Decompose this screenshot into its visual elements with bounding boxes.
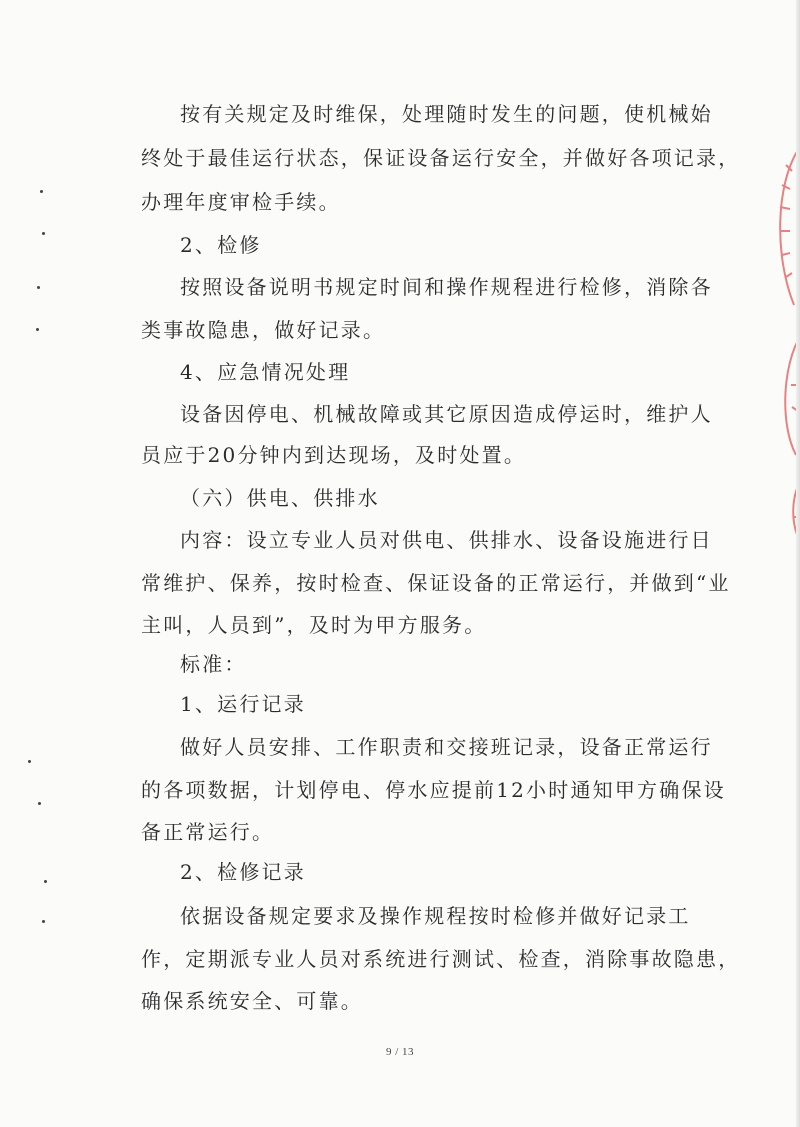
section-heading: 1、运行记录 <box>180 692 306 716</box>
scan-speck <box>36 328 39 331</box>
scan-speck <box>38 802 41 805</box>
section-heading: 标准： <box>180 652 247 676</box>
seal-stamp-icon <box>746 145 800 565</box>
text-line: 确保系统安全、可靠。 <box>141 989 363 1013</box>
scan-speck <box>37 286 40 289</box>
text-line: 按有关规定及时维保，处理随时发生的问题，使机械始 <box>180 102 713 126</box>
text-line: 设备因停电、机械故障或其它原因造成停运时，维护人 <box>180 402 713 426</box>
text-line: 的各项数据，计划停电、停水应提前12小时通知甲方确保设 <box>141 778 726 802</box>
text-line: 依据设备规定要求及操作规程按时检修并做好记录工 <box>180 904 691 928</box>
scan-speck <box>42 920 45 923</box>
section-heading: 2、检修 <box>180 233 262 257</box>
section-heading: 2、检修记录 <box>180 860 306 884</box>
text-line: 类事故隐患，做好记录。 <box>141 318 386 342</box>
scan-speck <box>28 760 31 763</box>
text-line: 办理年度审检手续。 <box>141 190 341 214</box>
scan-speck <box>44 880 47 883</box>
text-line: 主叫，人员到”，及时为甲方服务。 <box>141 613 487 637</box>
text-line: 终处于最佳运行状态，保证设备运行安全，并做好各项记录， <box>141 146 741 170</box>
text-line: 常维护、保养，按时检查、保证设备的正常运行，并做到“业 <box>141 571 731 595</box>
scan-speck <box>42 232 45 235</box>
text-line: 内容：设立专业人员对供电、供排水、设备设施进行日 <box>180 528 713 552</box>
page-number: 9 / 13 <box>385 1046 415 1058</box>
text-line: 做好人员安排、工作职责和交接班记录，设备正常运行 <box>180 735 713 759</box>
text-line: 作，定期派专业人员对系统进行测试、检查，消除事故隐患， <box>141 947 741 971</box>
page-edge <box>796 0 800 1127</box>
text-line: 备正常运行。 <box>141 820 275 844</box>
text-line: 员应于20分钟内到达现场，及时处置。 <box>141 443 527 467</box>
text-line: 按照设备说明书规定时间和操作规程进行检修，消除各 <box>180 275 713 299</box>
section-heading: （六）供电、供排水 <box>180 486 380 510</box>
scan-speck <box>40 190 43 193</box>
section-heading: 4、应急情况处理 <box>180 360 351 384</box>
